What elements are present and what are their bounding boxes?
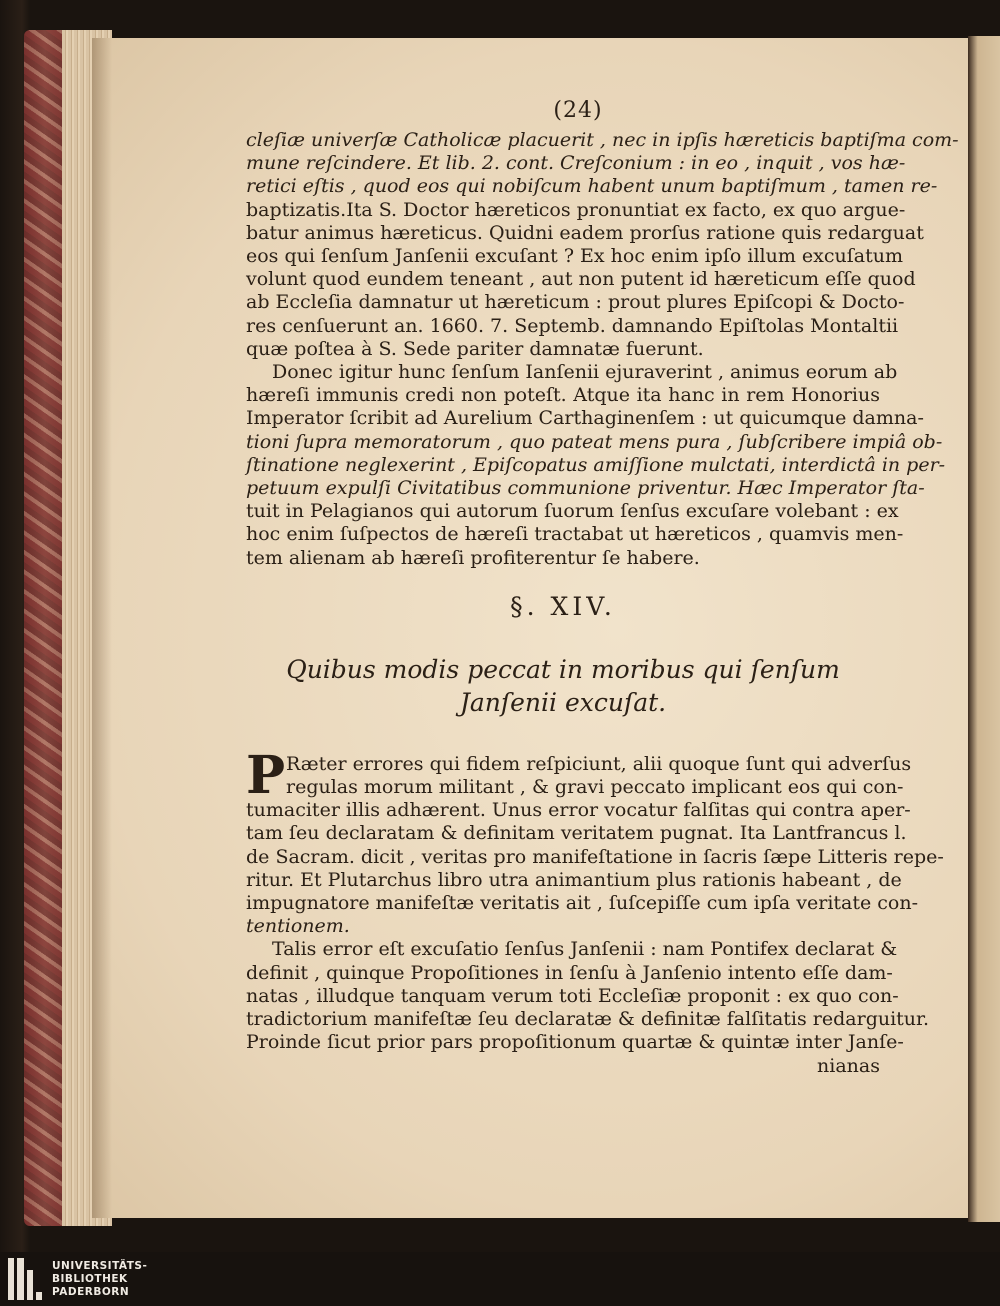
page-number: (24)	[553, 98, 603, 123]
text-line: ritur. Et Plutarchus libro utra animantium plus rationis habeant , de	[246, 868, 902, 891]
text-line: ſtinatione neglexerint , Epiſcopatus amiſſione mulctati, interdictâ in per-	[246, 453, 946, 476]
text-line: tam ſeu declaratam & definitam veritatem pugnat. Ita Lantfrancus l.	[246, 822, 907, 845]
text-line: tioni ſupra memoratorum , quo pateat mens pura , ſubſcribere impiâ ob-	[246, 430, 943, 453]
text-line: petuum expulſi Civitatibus communione priventur. Hæc Imperator ſta-	[246, 477, 925, 500]
text-line: regulas morum militant , & gravi peccato implicant eos qui con-	[286, 776, 904, 799]
text-line: tuit in Pelagianos qui autorum ſuorum ſenſus excuſare volebant : ex	[246, 500, 899, 523]
page-text	[246, 98, 959, 1078]
library-name	[52, 1260, 147, 1299]
text-line: tumaciter illis adhærent. Unus error vocatur falſitas qui contra aper-	[246, 799, 911, 822]
text-line: tem alienam ab hæreſi profiterentur ſe habere.	[246, 546, 700, 569]
text-line: batur animus hæreticus. Quidni eadem prorſus ratione quis redarguat	[246, 221, 924, 244]
library-logo-icon	[8, 1258, 42, 1300]
paragraph-3	[246, 744, 944, 939]
text-line: hæreſi immunis credi non poteſt. Atque ita hanc in rem Honorius	[246, 384, 880, 407]
paragraph-4	[246, 938, 930, 1054]
text-line: Donec igitur hunc ſenſum Ianſenii ejuraverint , animus eorum ab	[272, 361, 898, 384]
text-line: impugnatore manifeſtæ veritatis ait , ſuſcepiſſe cum ipſa veritate con-	[246, 892, 919, 915]
library-name-line: PADERBORN	[52, 1286, 130, 1298]
text-line: Proinde ſicut prior pars propoſitionum quartæ & quintæ inter Janſe-	[246, 1031, 904, 1054]
text-line: res cenſuerunt an. 1660. 7. Septemb. damnando Epiſtolas Montaltii	[246, 314, 899, 337]
text-line: tradictorium manifeſtæ ſeu declaratæ & definitæ falſitatis redarguitur.	[246, 1008, 930, 1031]
text-line: Ræter errores qui fidem reſpiciunt, alii quoque ſunt qui adverſus	[286, 752, 912, 775]
text-line: de Sacram. dicit , veritas pro manifeſtatione in ſacris ſæpe Litteris repe-	[246, 845, 944, 868]
paragraph-1	[246, 129, 959, 361]
text-line: Talis error eſt excuſatio ſenſus Janſenii : nam Pontifex declarat &	[272, 938, 898, 961]
text-line: volunt quod eundem teneant , aut non putent id hæreticum eſſe quod	[246, 268, 916, 291]
library-name-line: UNIVERSITÄTS-	[52, 1260, 148, 1272]
text-line: eos qui ſenſum Janſenii excuſant ? Ex hoc enim ipſo illum excuſatum	[246, 245, 904, 268]
text-line: baptizatis.Ita S. Doctor hæreticos pronuntiat ex facto, ex quo argue-	[246, 198, 906, 221]
text-line: tentionem.	[246, 915, 350, 938]
section-heading	[246, 653, 880, 719]
text-line: cleſiæ univerſæ Catholicæ placuerit , nec in ipſis hæreticis baptiſma com-	[246, 129, 959, 151]
gutter-shadow	[92, 38, 112, 1218]
text-line: retici eſtis , quod eos qui nobiſcum habent unum baptiſmum , tamen re-	[246, 175, 938, 198]
text-line: Imperator ſcribit ad Aurelium Carthaginenſem : ut quicumque damna-	[246, 407, 924, 430]
facing-page-edge	[968, 36, 1000, 1222]
catchword: nianas	[817, 1054, 880, 1077]
text-line: quæ poſtea à S. Sede pariter damnatæ fuerunt.	[246, 337, 704, 360]
text-line: ab Eccleſia damnatur ut hæreticum : prout plures Epiſcopi & Docto-	[246, 291, 905, 314]
library-footer	[0, 1252, 1000, 1306]
heading-line: Janſenii excuſat.	[459, 687, 667, 717]
library-name-line: BIBLIOTHEK	[52, 1273, 128, 1285]
text-line: natas , illudque tanquam verum toti Eccleſiæ proponit : ex quo con-	[246, 984, 899, 1007]
paragraph-2	[246, 361, 946, 570]
text-line: hoc enim ſuſpectos de hæreſi tractabat ut hæreticos , quamvis men-	[246, 523, 904, 546]
section-number: §. XIV.	[510, 591, 616, 621]
text-line: mune reſcindere. Et lib. 2. cont. Creſconium : in eo , inquit , vos hæ-	[246, 152, 906, 175]
text-line: definit , quinque Propoſitiones in ſenſu à Janſenio intento eſſe dam-	[246, 961, 893, 984]
drop-capital: P	[246, 744, 286, 806]
heading-line: Quibus modis peccat in moribus qui ſenſum	[286, 654, 840, 684]
